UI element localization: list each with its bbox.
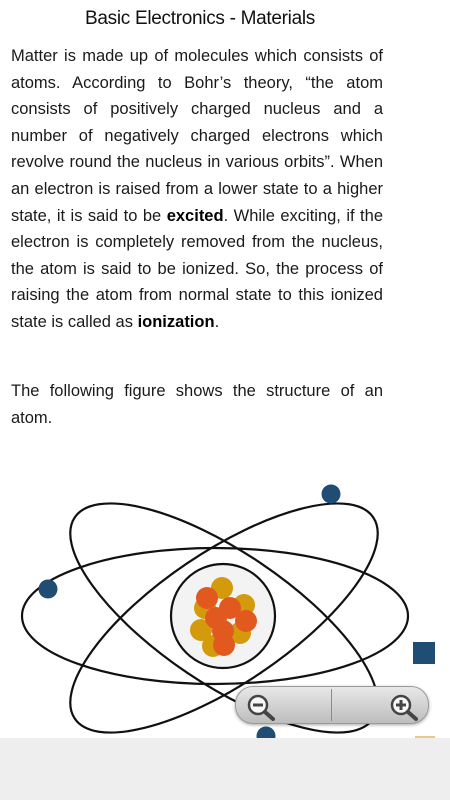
intro-paragraph	[11, 43, 383, 336]
intro-text-3: .	[214, 312, 220, 331]
ionization-term: ionization	[137, 312, 215, 331]
electron	[257, 727, 276, 739]
electron	[322, 485, 341, 504]
figure-intro-paragraph: The following figure shows the structure of an atom.	[11, 382, 383, 427]
zoom-in-button[interactable]	[332, 687, 427, 723]
bottom-bar	[0, 738, 450, 800]
proton	[235, 610, 257, 632]
page-title: Basic Electronics - Materials	[85, 8, 315, 29]
zoom-out-button[interactable]	[236, 687, 331, 723]
side-marker	[413, 642, 435, 664]
zoom-out-icon	[244, 693, 278, 721]
intro-text-1: Matter is made up of molecules which consists of atoms. According to Bohr’s theory, “the atom consists of positively charged nucleus and a number of negatively charged electrons which revolve round the nucleus in various orbits”. When an electron is raised from a lower state to a higher state, it is said to be	[11, 47, 383, 225]
proton	[213, 634, 235, 656]
proton	[196, 587, 218, 609]
zoom-in-icon	[387, 693, 421, 721]
intro-text-2: . While exciting, if the electron is completely removed from the nucleus, the atom is said to be ionized. So, the process of raising the atom from normal state to this ionized state is called as	[11, 206, 383, 331]
electron	[39, 580, 58, 599]
zoom-controls	[235, 686, 429, 724]
excited-term: excited	[166, 206, 224, 225]
